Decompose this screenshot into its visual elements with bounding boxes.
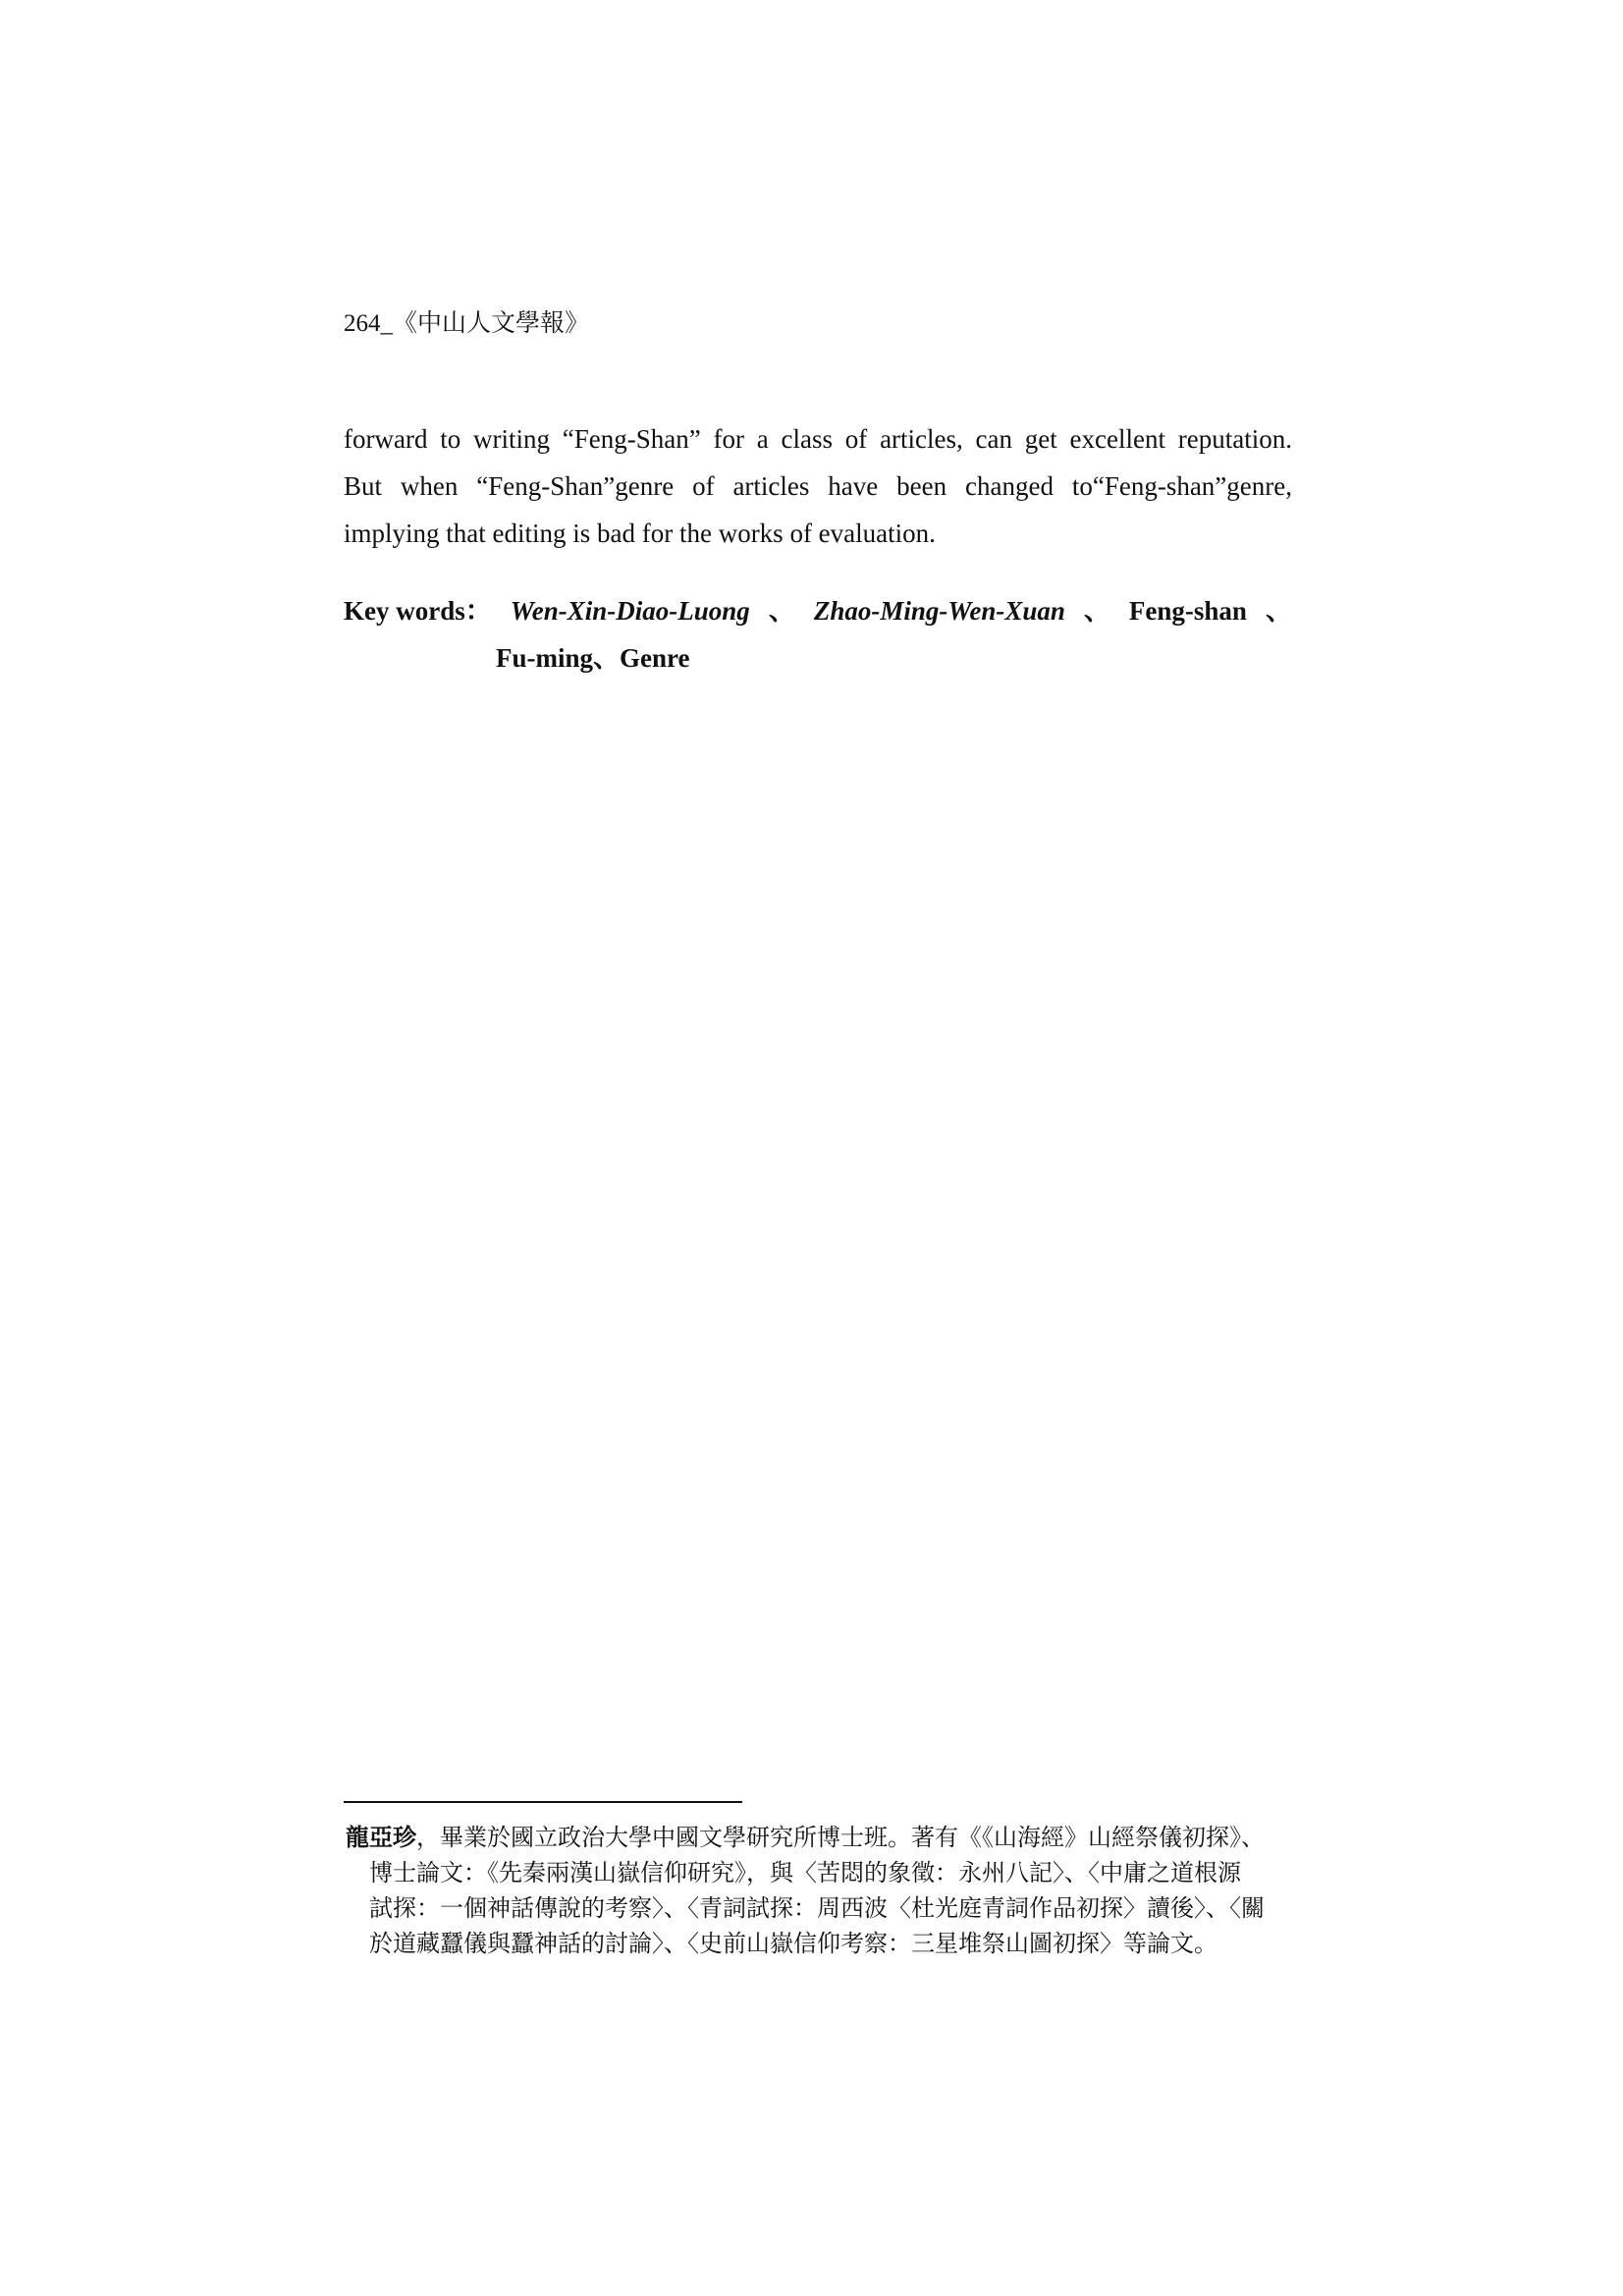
keywords-line xyxy=(344,587,1292,634)
keyword-separator: 、 xyxy=(1265,596,1292,626)
abstract-body xyxy=(344,415,1292,557)
abstract-line: implying that editing is bad for the works of evaluation. xyxy=(344,519,936,548)
footnote-line xyxy=(346,1821,1293,1856)
running-header: 264_《中山人文學報》 xyxy=(344,310,590,337)
keyword-item: Feng-shan xyxy=(1128,596,1247,626)
keyword-separator: 、 xyxy=(593,643,621,673)
footnote-line: 博士論文：《先秦兩漢山嶽信仰研究》，與〈苦悶的象徵：永州八記〉、〈中庸之道根源 xyxy=(369,1861,1241,1886)
keyword-item: Zhao-Ming-Wen-Xuan xyxy=(813,596,1065,626)
keyword-separator: 、 xyxy=(1083,596,1110,626)
keyword-item: Fu-ming xyxy=(496,643,594,673)
keywords-line xyxy=(344,634,1292,682)
keywords-block xyxy=(344,587,1292,682)
abstract-line: But when “Feng-Shan”genre of articles have been changed to“Feng-shan”genre, xyxy=(344,471,1292,501)
keyword-item: Genre xyxy=(620,643,690,673)
footnote-line: 於道藏蠶儀與蠶神話的討論〉、〈史前山嶽信仰考察：三星堆祭山圖初探〉等論文。 xyxy=(369,1932,1217,1957)
footnote-line: 試探：一個神話傳說的考察〉、〈青詞試探：周西波〈杜光庭青詞作品初探〉讀後〉、〈關 xyxy=(369,1896,1265,1922)
keywords-label: Key words： xyxy=(344,596,492,626)
footnote-divider xyxy=(344,1801,742,1803)
footnote-author-name: 龍亞珍 xyxy=(346,1826,416,1851)
keyword-item: Wen-Xin-Diao-Luong xyxy=(510,596,750,626)
keyword-separator: 、 xyxy=(768,596,795,626)
abstract-line: forward to writing “Feng-Shan” for a class of articles, can get excellent reputation. xyxy=(344,424,1292,454)
author-footnote xyxy=(346,1821,1293,1962)
footnote-text: ，畢業於國立政治大學中國文學研究所博士班。著有《《山海經》山經祭儀初探》、 xyxy=(416,1826,1265,1851)
